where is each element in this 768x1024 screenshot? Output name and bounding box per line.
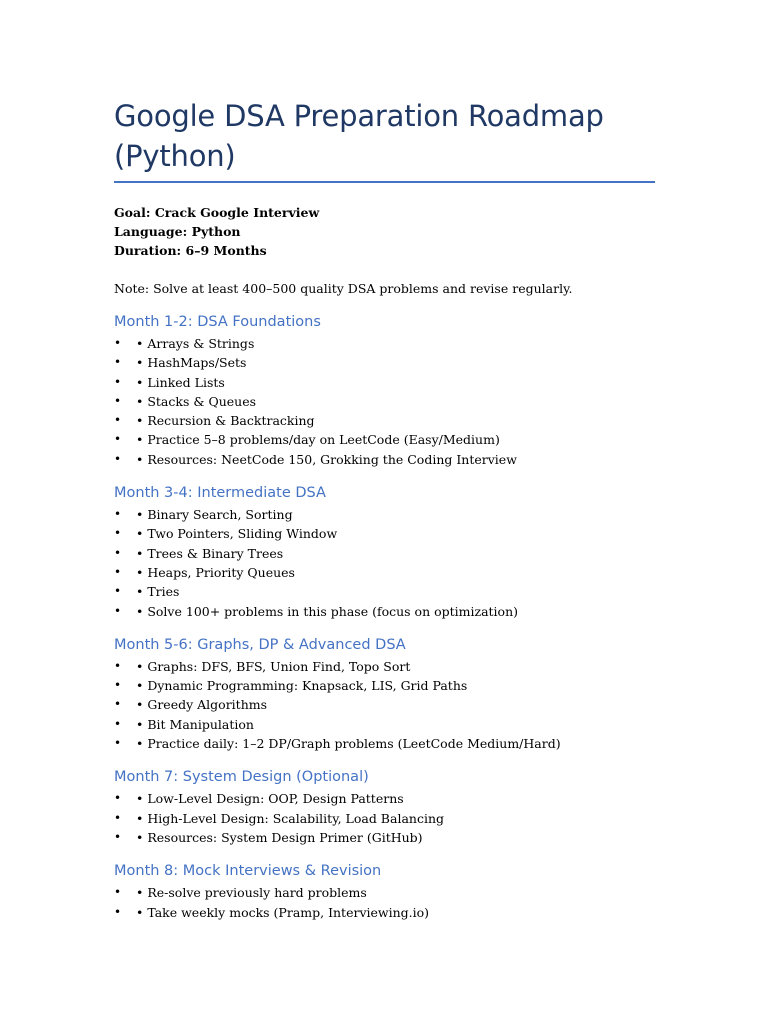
- list-item: [114, 373, 659, 392]
- bullet-icon: •: [114, 904, 122, 919]
- section-heading: Month 7: System Design (Optional): [114, 769, 369, 786]
- bullet-icon: •: [114, 603, 122, 618]
- list-item: [114, 789, 659, 808]
- list-item-text: • Low-Level Design: OOP, Design Patterns: [136, 791, 404, 807]
- list-item: [114, 676, 659, 695]
- note-line: Note: Solve at least 400–500 quality DSA problems and revise regularly.: [114, 281, 573, 296]
- section-heading: Month 3-4: Intermediate DSA: [114, 485, 326, 502]
- bullet-icon: •: [114, 678, 122, 693]
- list-item: [114, 353, 659, 372]
- bullet-icon: •: [114, 432, 122, 447]
- bullet-icon: •: [114, 885, 122, 900]
- list-item-text: • Re-solve previously hard problems: [136, 885, 367, 901]
- bullet-icon: •: [114, 413, 122, 428]
- bullet-icon: •: [114, 564, 122, 579]
- list-item: [114, 809, 659, 828]
- bullet-icon: •: [114, 507, 122, 522]
- bullet-icon: •: [114, 526, 122, 541]
- list-item-text: • Tries: [136, 584, 180, 600]
- list-item: [114, 695, 659, 714]
- list-item-text: • Take weekly mocks (Pramp, Interviewing.io): [136, 904, 430, 920]
- title-underline: [114, 181, 655, 183]
- document-page: [114, 96, 659, 922]
- list-item: [114, 903, 659, 922]
- list-item-text: • Practice 5–8 problems/day on LeetCode (Easy/Medium): [136, 432, 500, 448]
- list-item-text: • Solve 100+ problems in this phase (focus on optimization): [136, 603, 519, 619]
- list-item: [114, 883, 659, 902]
- list-item-text: • Resources: NeetCode 150, Grokking the Coding Interview: [136, 451, 517, 467]
- duration-line: Duration: 6–9 Months: [114, 243, 267, 258]
- list-item: [114, 524, 659, 543]
- list-item-text: • Stacks & Queues: [136, 393, 257, 409]
- bullet-icon: •: [114, 545, 122, 560]
- list-item-text: • Trees & Binary Trees: [136, 545, 284, 561]
- bullet-icon: •: [114, 374, 122, 389]
- list-item-text: • Heaps, Priority Queues: [136, 564, 295, 580]
- list-item: [114, 430, 659, 449]
- list-item-text: • High-Level Design: Scalability, Load Balancing: [136, 810, 444, 826]
- section-heading: Month 1-2: DSA Foundations: [114, 314, 321, 330]
- list-item: [114, 392, 659, 411]
- sections-container: [114, 312, 659, 922]
- list-item-text: • Greedy Algorithms: [136, 697, 268, 713]
- list-item-text: • Dynamic Programming: Knapsack, LIS, Grid Paths: [136, 678, 468, 694]
- list-item: [114, 582, 659, 601]
- bullet-icon: •: [114, 658, 122, 673]
- section-list: [114, 789, 659, 847]
- bullet-icon: •: [114, 393, 122, 408]
- meta-block: [114, 203, 659, 260]
- section-list: [114, 657, 659, 753]
- bullet-icon: •: [114, 584, 122, 599]
- list-item-text: • Graphs: DFS, BFS, Union Find, Topo Sort: [136, 658, 411, 674]
- list-item: [114, 657, 659, 676]
- language-line: Language: Python: [114, 224, 241, 239]
- bullet-icon: •: [114, 451, 122, 466]
- bullet-icon: •: [114, 829, 122, 844]
- list-item: [114, 544, 659, 563]
- list-item-text: • Binary Search, Sorting: [136, 507, 293, 523]
- section-heading: Month 5-6: Graphs, DP & Advanced DSA: [114, 636, 406, 653]
- bullet-icon: •: [114, 355, 122, 370]
- list-item-text: • HashMaps/Sets: [136, 355, 247, 371]
- bullet-icon: •: [114, 697, 122, 712]
- section-list: [114, 883, 659, 922]
- bullet-icon: •: [114, 810, 122, 825]
- list-item: [114, 828, 659, 847]
- list-item-text: • Bit Manipulation: [136, 716, 254, 732]
- list-item: [114, 334, 659, 353]
- goal-line: Goal: Crack Google Interview: [114, 205, 320, 220]
- list-item: [114, 411, 659, 430]
- list-item-text: • Linked Lists: [136, 374, 225, 390]
- list-item-text: • Arrays & Strings: [136, 336, 255, 351]
- section-list: [114, 334, 659, 469]
- bullet-icon: •: [114, 791, 122, 806]
- list-item: [114, 715, 659, 734]
- list-item: [114, 734, 659, 753]
- list-item: [114, 450, 659, 469]
- list-item-text: • Practice daily: 1–2 DP/Graph problems (LeetCode Medium/Hard): [136, 736, 561, 752]
- list-item-text: • Two Pointers, Sliding Window: [136, 526, 338, 542]
- list-item: [114, 505, 659, 524]
- section-heading: Month 8: Mock Interviews & Revision: [114, 863, 382, 880]
- list-item: [114, 602, 659, 621]
- list-item-text: • Resources: System Design Primer (GitHub): [136, 829, 423, 845]
- bullet-icon: •: [114, 736, 122, 751]
- document-title: Google DSA Preparation Roadmap (Python): [114, 99, 604, 173]
- bullet-icon: •: [114, 716, 122, 731]
- list-item-text: • Recursion & Backtracking: [136, 413, 315, 429]
- section-list: [114, 505, 659, 621]
- list-item: [114, 563, 659, 582]
- bullet-icon: •: [114, 336, 122, 350]
